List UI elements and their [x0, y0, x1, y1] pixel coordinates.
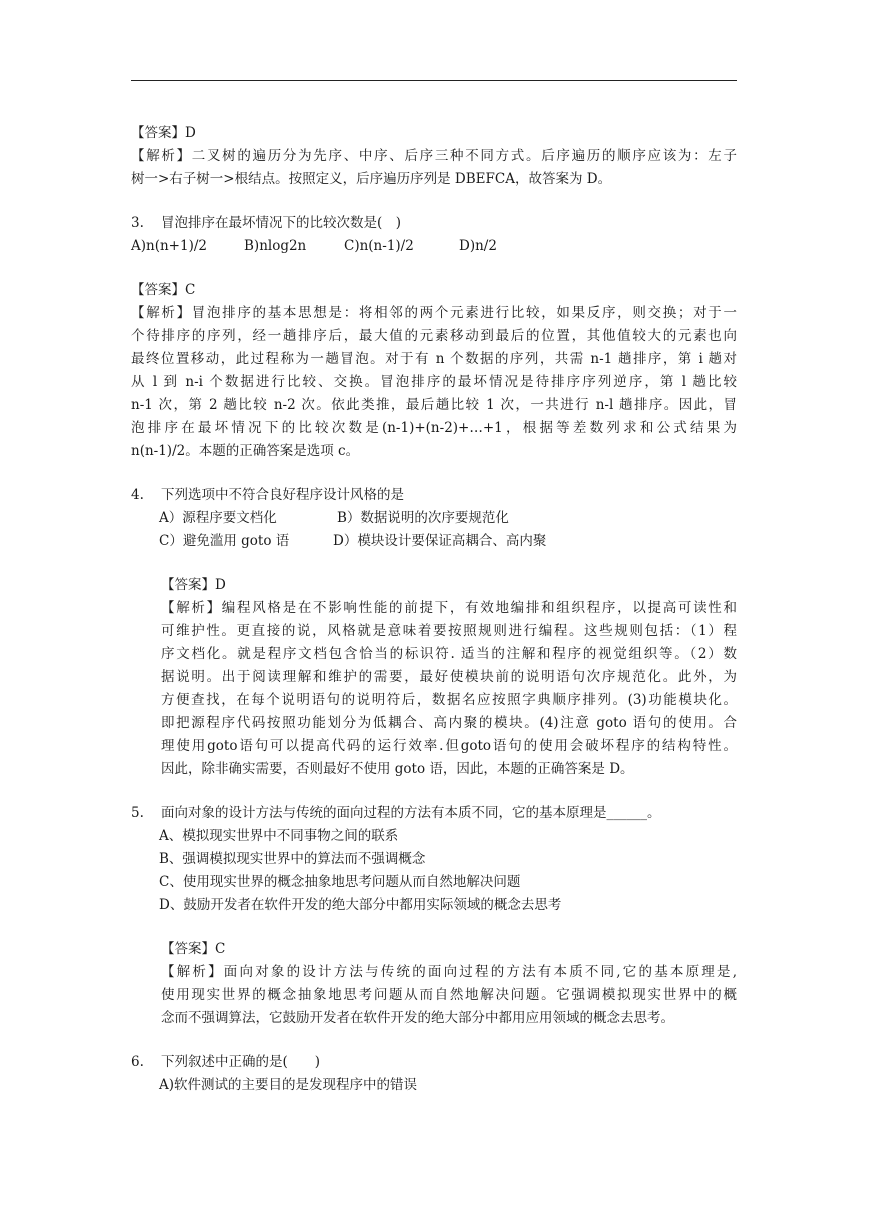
header-rule — [131, 80, 737, 81]
q4-options-row-1 — [131, 507, 737, 530]
q3-analysis-line: 泡排序在最坏情况下的比较次数是(n-1)+(n-2)+…+1，根据等差数列求和公式结果为 — [131, 420, 737, 436]
q5-analysis-line: 使用现实世界的概念抽象地思考问题从而自然地解决问题。它强调模拟现实世界中的概 — [161, 987, 737, 1003]
q5-option-b: B、强调模拟现实世界中的算法而不强调概念 — [159, 851, 426, 867]
q4-analysis-line: 序文档化。就是程序文档包含恰当的标识符. 适当的注解和程序的视觉组织等。（2）数 — [161, 646, 737, 662]
q5-answer: 【答案】C — [161, 941, 226, 957]
q4-options-row-2 — [131, 530, 737, 553]
q3-number: 3. — [131, 215, 144, 231]
q3-option-d: D)n/2 — [459, 238, 497, 254]
q3-analysis-line: 最终位置移动，此过程称为一趟冒泡。对于有 n 个数据的序列，共需 n-1 趟排序，第 i 趟对 — [131, 351, 737, 367]
q5-option-d: D、鼓励开发者在软件开发的绝大部分中都用实际领域的概念去思考 — [159, 897, 562, 913]
q4-option-a: A）源程序要文档化 — [159, 510, 277, 526]
q4-option-b: B）数据说明的次序要规范化 — [337, 510, 509, 526]
q3-analysis-line: 个待排序的序列，经一趟排序后，最大值的元素移动到最后的位置，其他值较大的元素也向 — [131, 328, 737, 344]
q4-option-d: D）模块设计要保证高耦合、高内聚 — [333, 533, 547, 549]
q6-number: 6. — [131, 1054, 144, 1070]
q3-answer: 【答案】C — [131, 282, 196, 298]
q2-answer: 【答案】D — [131, 125, 196, 141]
q5-number: 5. — [131, 805, 144, 821]
q5-option-a: A、模拟现实世界中不同事物之间的联系 — [159, 828, 399, 844]
q4-analysis-line: 理使用goto语句可以提高代码的运行效率.但goto语句的使用会破坏程序的结构特性。 — [161, 738, 737, 754]
q5-stem: 面向对象的设计方法与传统的面向过程的方法有本质不同，它的基本原理是______。 — [161, 805, 661, 821]
q4-analysis-line: 因此，除非确实需要，否则最好不使用 goto 语，因此，本题的正确答案是 D。 — [161, 761, 634, 777]
q4-analysis-line: 据说明。出于阅读理解和维护的需要，最好使模块前的说明语句次序规范化。此外，为 — [161, 669, 737, 685]
q5-option-c: C、使用现实世界的概念抽象地思考问题从而自然地解决问题 — [159, 874, 521, 890]
q3-stem-line — [131, 212, 737, 235]
q4-analysis-line: 即把源程序代码按照功能划分为低耦合、高内聚的模块。(4)注意 goto 语句的使用。合 — [161, 715, 737, 731]
q6-stem: 下列叙述中正确的是( ) — [161, 1054, 321, 1070]
q3-analysis-line: n-1 次，第 2 趟比较 n-2 次。依此类推，最后趟比较 1 次，一共进行 n-l 趟排序。因此，冒 — [131, 397, 737, 413]
q2-analysis-line: 【解析】二叉树的遍历分为先序、中序、后序三种不同方式。后序遍历的顺序应该为：左子 — [131, 148, 737, 164]
q4-stem-line — [131, 484, 737, 507]
q3-analysis-line: 【解析】冒泡排序的基本思想是：将相邻的两个元素进行比较，如果反序，则交换；对于一 — [131, 305, 737, 321]
q4-analysis-line: 方便查找，在每个说明语句的说明符后，数据名应按照字典顺序排列。(3)功能模块化。 — [161, 692, 737, 708]
q3-stem: 冒泡排序在最坏情况下的比较次数是( ) — [161, 215, 402, 231]
q3-option-a: A)n(n+1)/2 — [131, 238, 207, 254]
q6-stem-line — [131, 1051, 737, 1074]
page-content — [131, 122, 737, 1097]
q3-analysis-line: n(n-1)/2。本题的正确答案是选项 c。 — [131, 443, 360, 459]
q4-analysis-line: 可维护性。更直接的说，风格就是意味着要按照规则进行编程。这些规则包括：（1）程 — [161, 623, 737, 639]
q3-analysis-line: 从 l 到 n-i 个数据进行比较、交换。冒泡排序的最坏情况是待排序序列逆序，第 l 趟比较 — [131, 374, 737, 390]
q4-answer: 【答案】D — [161, 577, 226, 593]
q3-option-b: B)nlog2n — [244, 238, 307, 254]
q6-option-a: A)软件测试的主要目的是发现程序中的错误 — [159, 1077, 418, 1093]
q3-option-c: C)n(n-1)/2 — [344, 238, 414, 254]
q5-stem-line — [131, 802, 737, 825]
q4-analysis-line: 【解析】编程风格是在不影响性能的前提下，有效地编排和组织程序，以提高可读性和 — [161, 600, 737, 616]
q2-analysis-line: 树一>右子树一>根结点。按照定义，后序遍历序列是 DBEFCA，故答案为 D。 — [131, 171, 612, 187]
q4-number: 4. — [131, 487, 144, 503]
q5-analysis-line: 念而不强调算法，它鼓励开发者在软件开发的绝大部分中都用应用领域的概念去思考。 — [161, 1010, 674, 1026]
q3-options — [131, 235, 737, 258]
q4-option-c: C）避免滥用 goto 语 — [159, 533, 290, 549]
q4-stem: 下列选项中不符合良好程序设计风格的是 — [161, 487, 404, 503]
q5-analysis-line: 【解析】面向对象的设计方法与传统的面向过程的方法有本质不同,它的基本原理是, — [161, 964, 737, 980]
